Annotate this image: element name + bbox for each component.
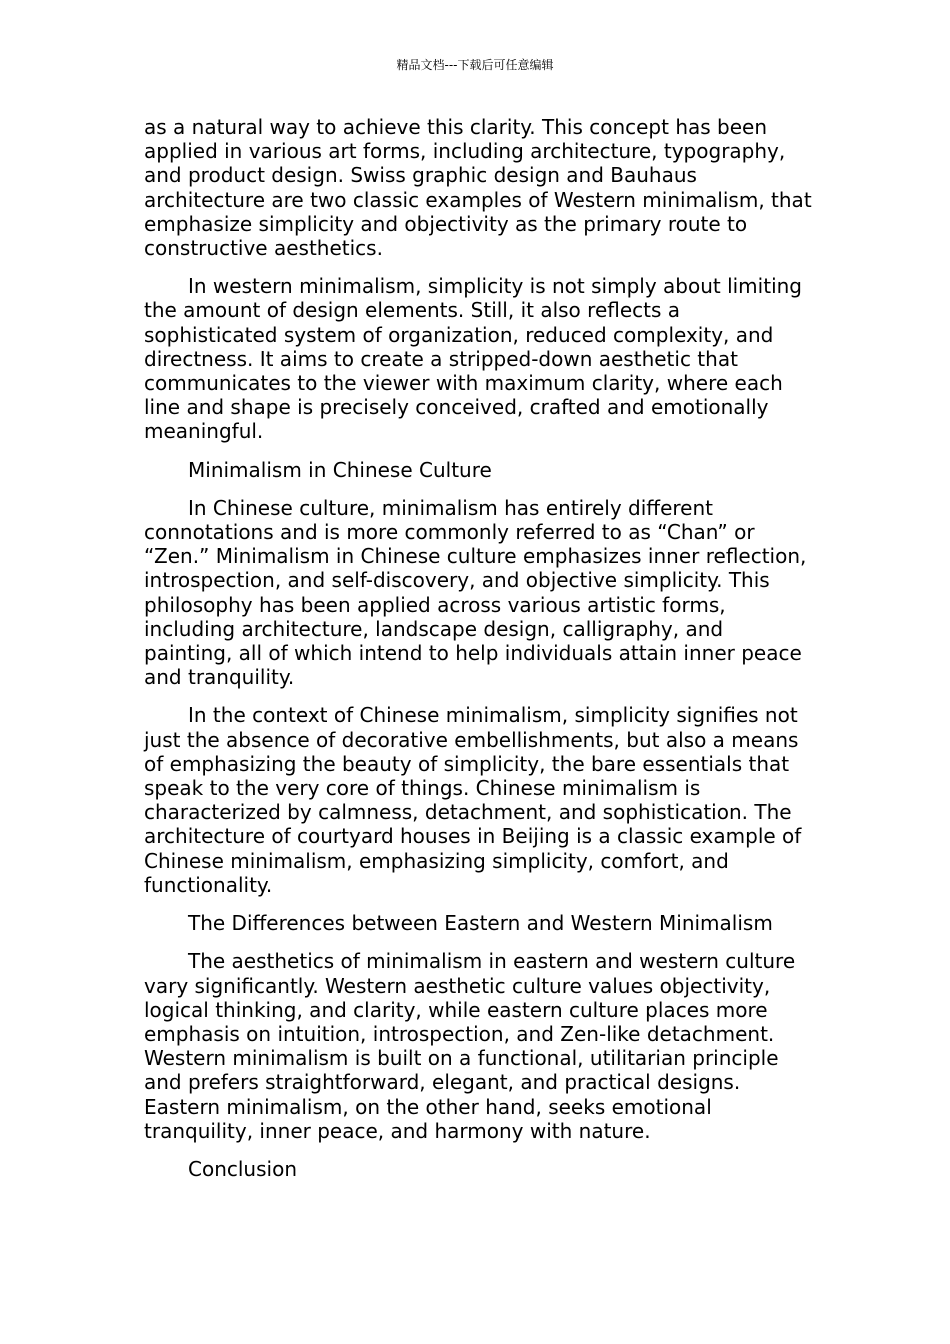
- paragraph-continuation: as a natural way to achieve this clarity. This concept has been applied in various art forms, including architecture, typography, and product design. Swiss graphic design and Bauhaus architecture are two classic examples of Western minimalism, that emphasize simplicity and objectivity as the primary route to constructive aesthetics.: [144, 115, 812, 261]
- paragraph-chinese-simplicity: In the context of Chinese minimalism, simplicity signifies not just the absence of decorative embellishments, but also a means of emphasizing the beauty of simplicity, the bare essentials that speak to the very core of things. Chinese minimalism is characterized by calmness, detachment, and sophistication. The architecture of courtyard houses in Beijing is a classic example of Chinese minimalism, emphasizing simplicity, comfort, and functionality.: [144, 703, 802, 897]
- section-heading-chinese-minimalism: Minimalism in Chinese Culture: [188, 457, 492, 482]
- page-header: 精品文档---下载后可任意编辑: [396, 58, 554, 72]
- paragraph-differences: The aesthetics of minimalism in eastern and western culture vary significantly. Western aesthetic culture values objectivity, logical thinking, and clarity, while eastern culture places more emphasis on intuition, introspection, and Zen-like detachment. Western minimalism is built on a functional, utilitarian principle and prefers straightforward, elegant, and practical designs. Eastern minimalism, on the other hand, seeks emotional tranquility, inner peace, and harmony with nature.: [144, 949, 796, 1143]
- paragraph-western-simplicity: In western minimalism, simplicity is not simply about limiting the amount of design elements. Still, it also reflects a sophisticated system of organization, reduced complexity, and directness. It aims to create a stripped-down aesthetic that communicates to the viewer with maximum clarity, where each line and shape is precisely conceived, crafted and emotionally meaningful.: [144, 274, 802, 444]
- section-heading-differences: The Differences between Eastern and Western Minimalism: [188, 911, 773, 936]
- section-heading-conclusion: Conclusion: [188, 1156, 297, 1181]
- document-body: [144, 115, 816, 1195]
- paragraph-chinese-culture: In Chinese culture, minimalism has entirely different connotations and is more commonly referred to as “Chan” or “Zen.” Minimalism in Chinese culture emphasizes inner reflection, introspection, and self-discovery, and objective simplicity. This philosophy has been applied across various artistic forms, including architecture, landscape design, calligraphy, and painting, all of which intend to help individuals attain inner peace and tranquility.: [144, 495, 807, 690]
